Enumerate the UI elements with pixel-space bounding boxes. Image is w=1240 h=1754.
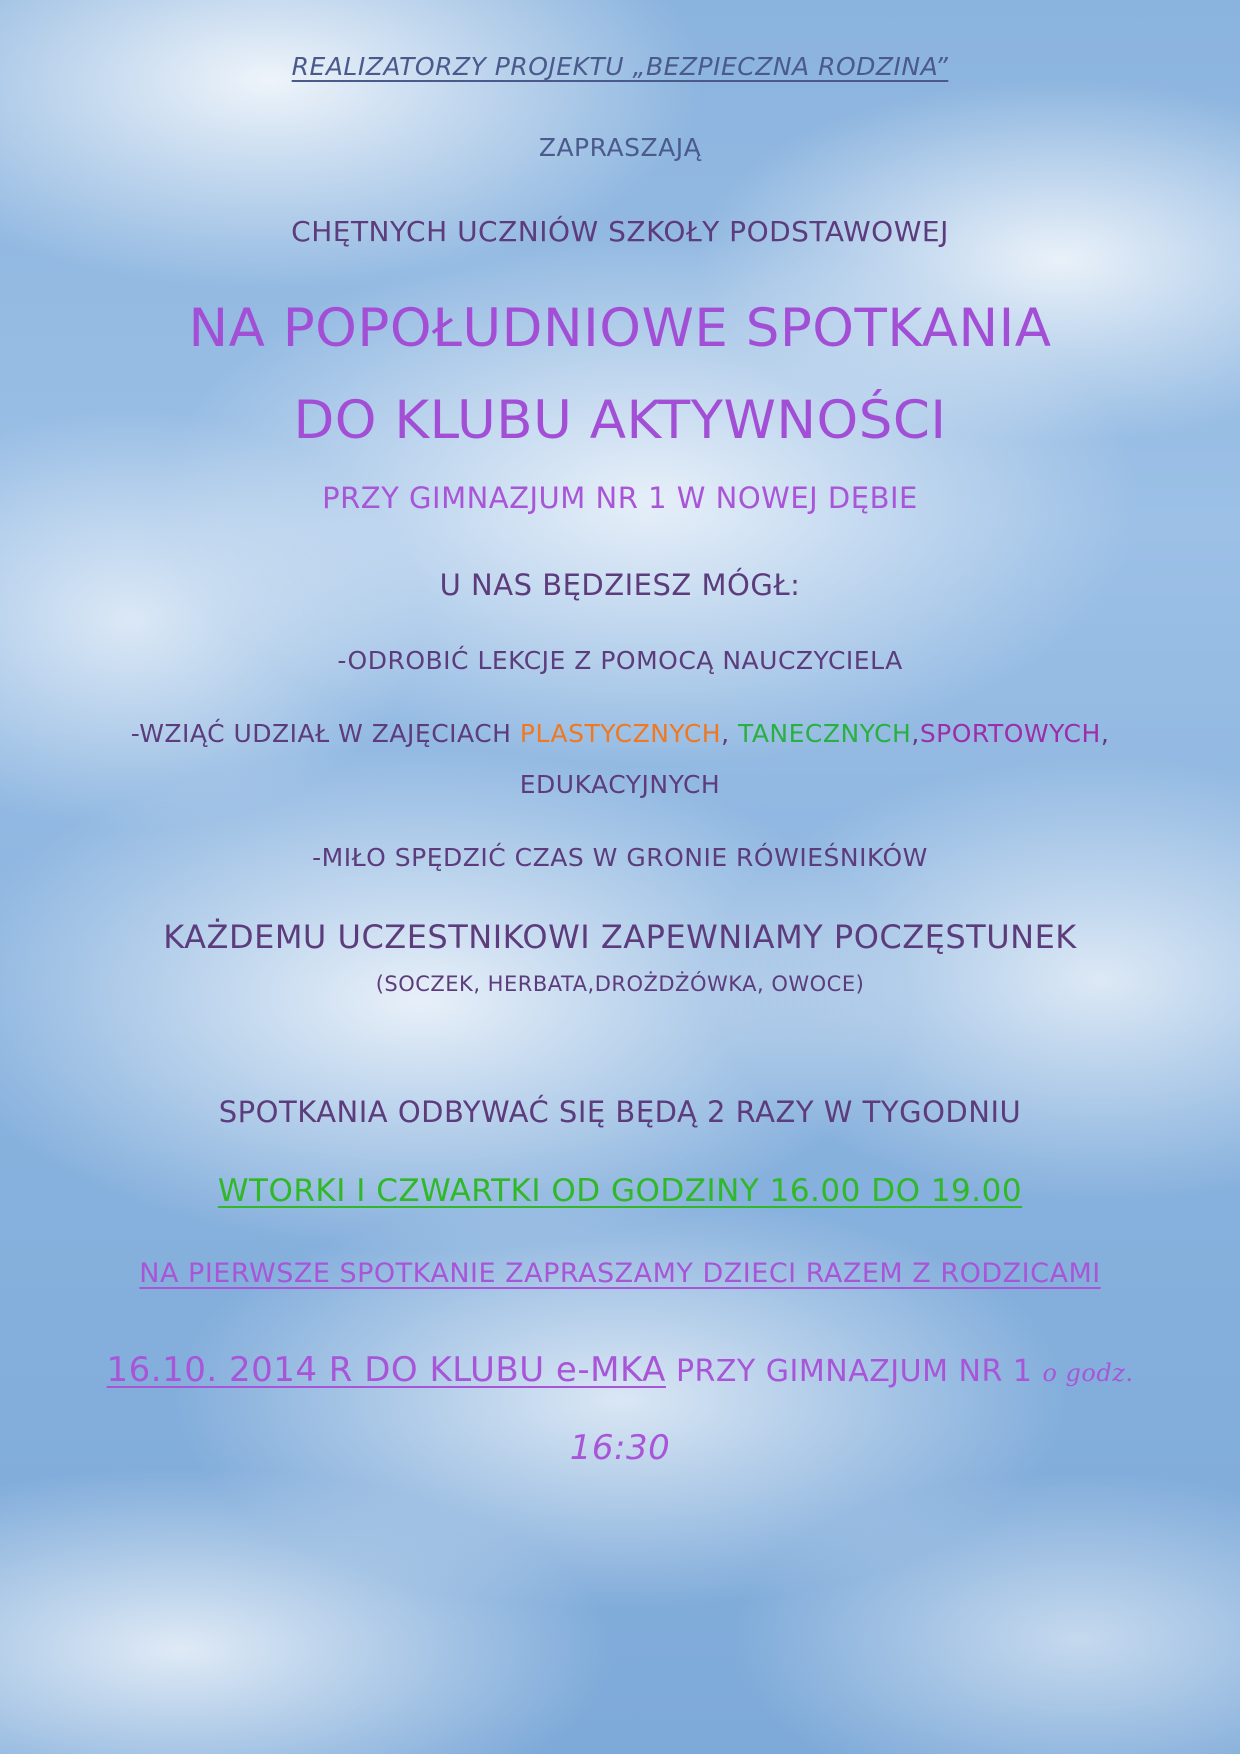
activity-sep-3: , <box>1100 719 1110 748</box>
organizers-heading <box>0 52 1240 81</box>
headline-text-1: NA POPOŁUDNIOWE SPOTKANIA <box>188 298 1052 359</box>
time-line <box>0 1428 1240 1468</box>
activity-dance: TANECZNYCH <box>737 719 912 748</box>
organizers-text: REALIZATORZY PROJEKTU „BEZPIECZNA RODZINA” <box>291 52 949 81</box>
activity-item-classes <box>0 719 1240 748</box>
activity-homework-text: -ODROBIĆ LEKCJE Z POMOCĄ NAUCZYCIELA <box>337 646 903 675</box>
audience-text: CHĘTNYCH UCZNIÓW SZKOŁY PODSTAWOWEJ <box>291 215 949 248</box>
audience-line <box>0 215 1240 248</box>
schedule-line <box>0 1173 1240 1209</box>
date-rest: PRZY GIMNAZJUM NR 1 <box>665 1354 1043 1389</box>
you-can-line <box>0 568 1240 602</box>
refreshments-list-line <box>0 972 1240 996</box>
headline-text-2: DO KLUBU AKTYWNOŚCI <box>293 390 947 451</box>
activity-item-peers <box>0 843 1240 872</box>
activity-sep-2: , <box>911 719 920 748</box>
activity-sep-1: , <box>721 719 738 748</box>
headline-line-2 <box>0 390 1240 451</box>
frequency-line <box>0 1095 1240 1129</box>
activity-peers-text: -MIŁO SPĘDZIĆ CZAS W GRONIE RÓWIEŚNIKÓW <box>312 843 928 872</box>
first-meeting-line <box>0 1258 1240 1289</box>
activity-art: PLASTYCZNYCH <box>519 719 722 748</box>
activity-item-classes-cont <box>0 770 1240 799</box>
refreshments-line <box>0 918 1240 956</box>
time-text: 16:30 <box>569 1428 671 1468</box>
activity-sport: SPORTOWYCH <box>919 719 1101 748</box>
activity-edu: EDUKACYJNYCH <box>519 770 721 799</box>
date-time-prefix: o godz. <box>1042 1359 1134 1387</box>
headline-line-1 <box>0 298 1240 359</box>
date-line <box>0 1350 1240 1390</box>
activity-classes-prefix: -WZIĄĆ UDZIAŁ W ZAJĘCIACH <box>130 719 520 748</box>
activity-item-homework <box>0 646 1240 675</box>
invite-text: ZAPRASZAJĄ <box>538 133 702 162</box>
invite-line <box>0 133 1240 162</box>
location-line <box>0 481 1240 515</box>
refreshments-list-text: (SOCZEK, HERBATA,DROŻDŻÓWKA, OWOCE) <box>375 972 865 996</box>
date-underlined: 16.10. 2014 R DO KLUBU e-MKA <box>106 1350 666 1390</box>
schedule-text: WTORKI I CZWARTKI OD GODZINY 16.00 DO 19.00 <box>217 1173 1023 1209</box>
frequency-text: SPOTKANIA ODBYWAĆ SIĘ BĘDĄ 2 RAZY W TYGODNIU <box>218 1095 1022 1129</box>
refreshments-text: KAŻDEMU UCZESTNIKOWI ZAPEWNIAMY POCZĘSTUNEK <box>163 918 1077 956</box>
first-meeting-text: NA PIERWSZE SPOTKANIE ZAPRASZAMY DZIECI RAZEM Z RODZICAMI <box>139 1258 1101 1289</box>
location-text: PRZY GIMNAZJUM NR 1 W NOWEJ DĘBIE <box>322 481 918 515</box>
you-can-text: U NAS BĘDZIESZ MÓGŁ: <box>439 568 801 602</box>
